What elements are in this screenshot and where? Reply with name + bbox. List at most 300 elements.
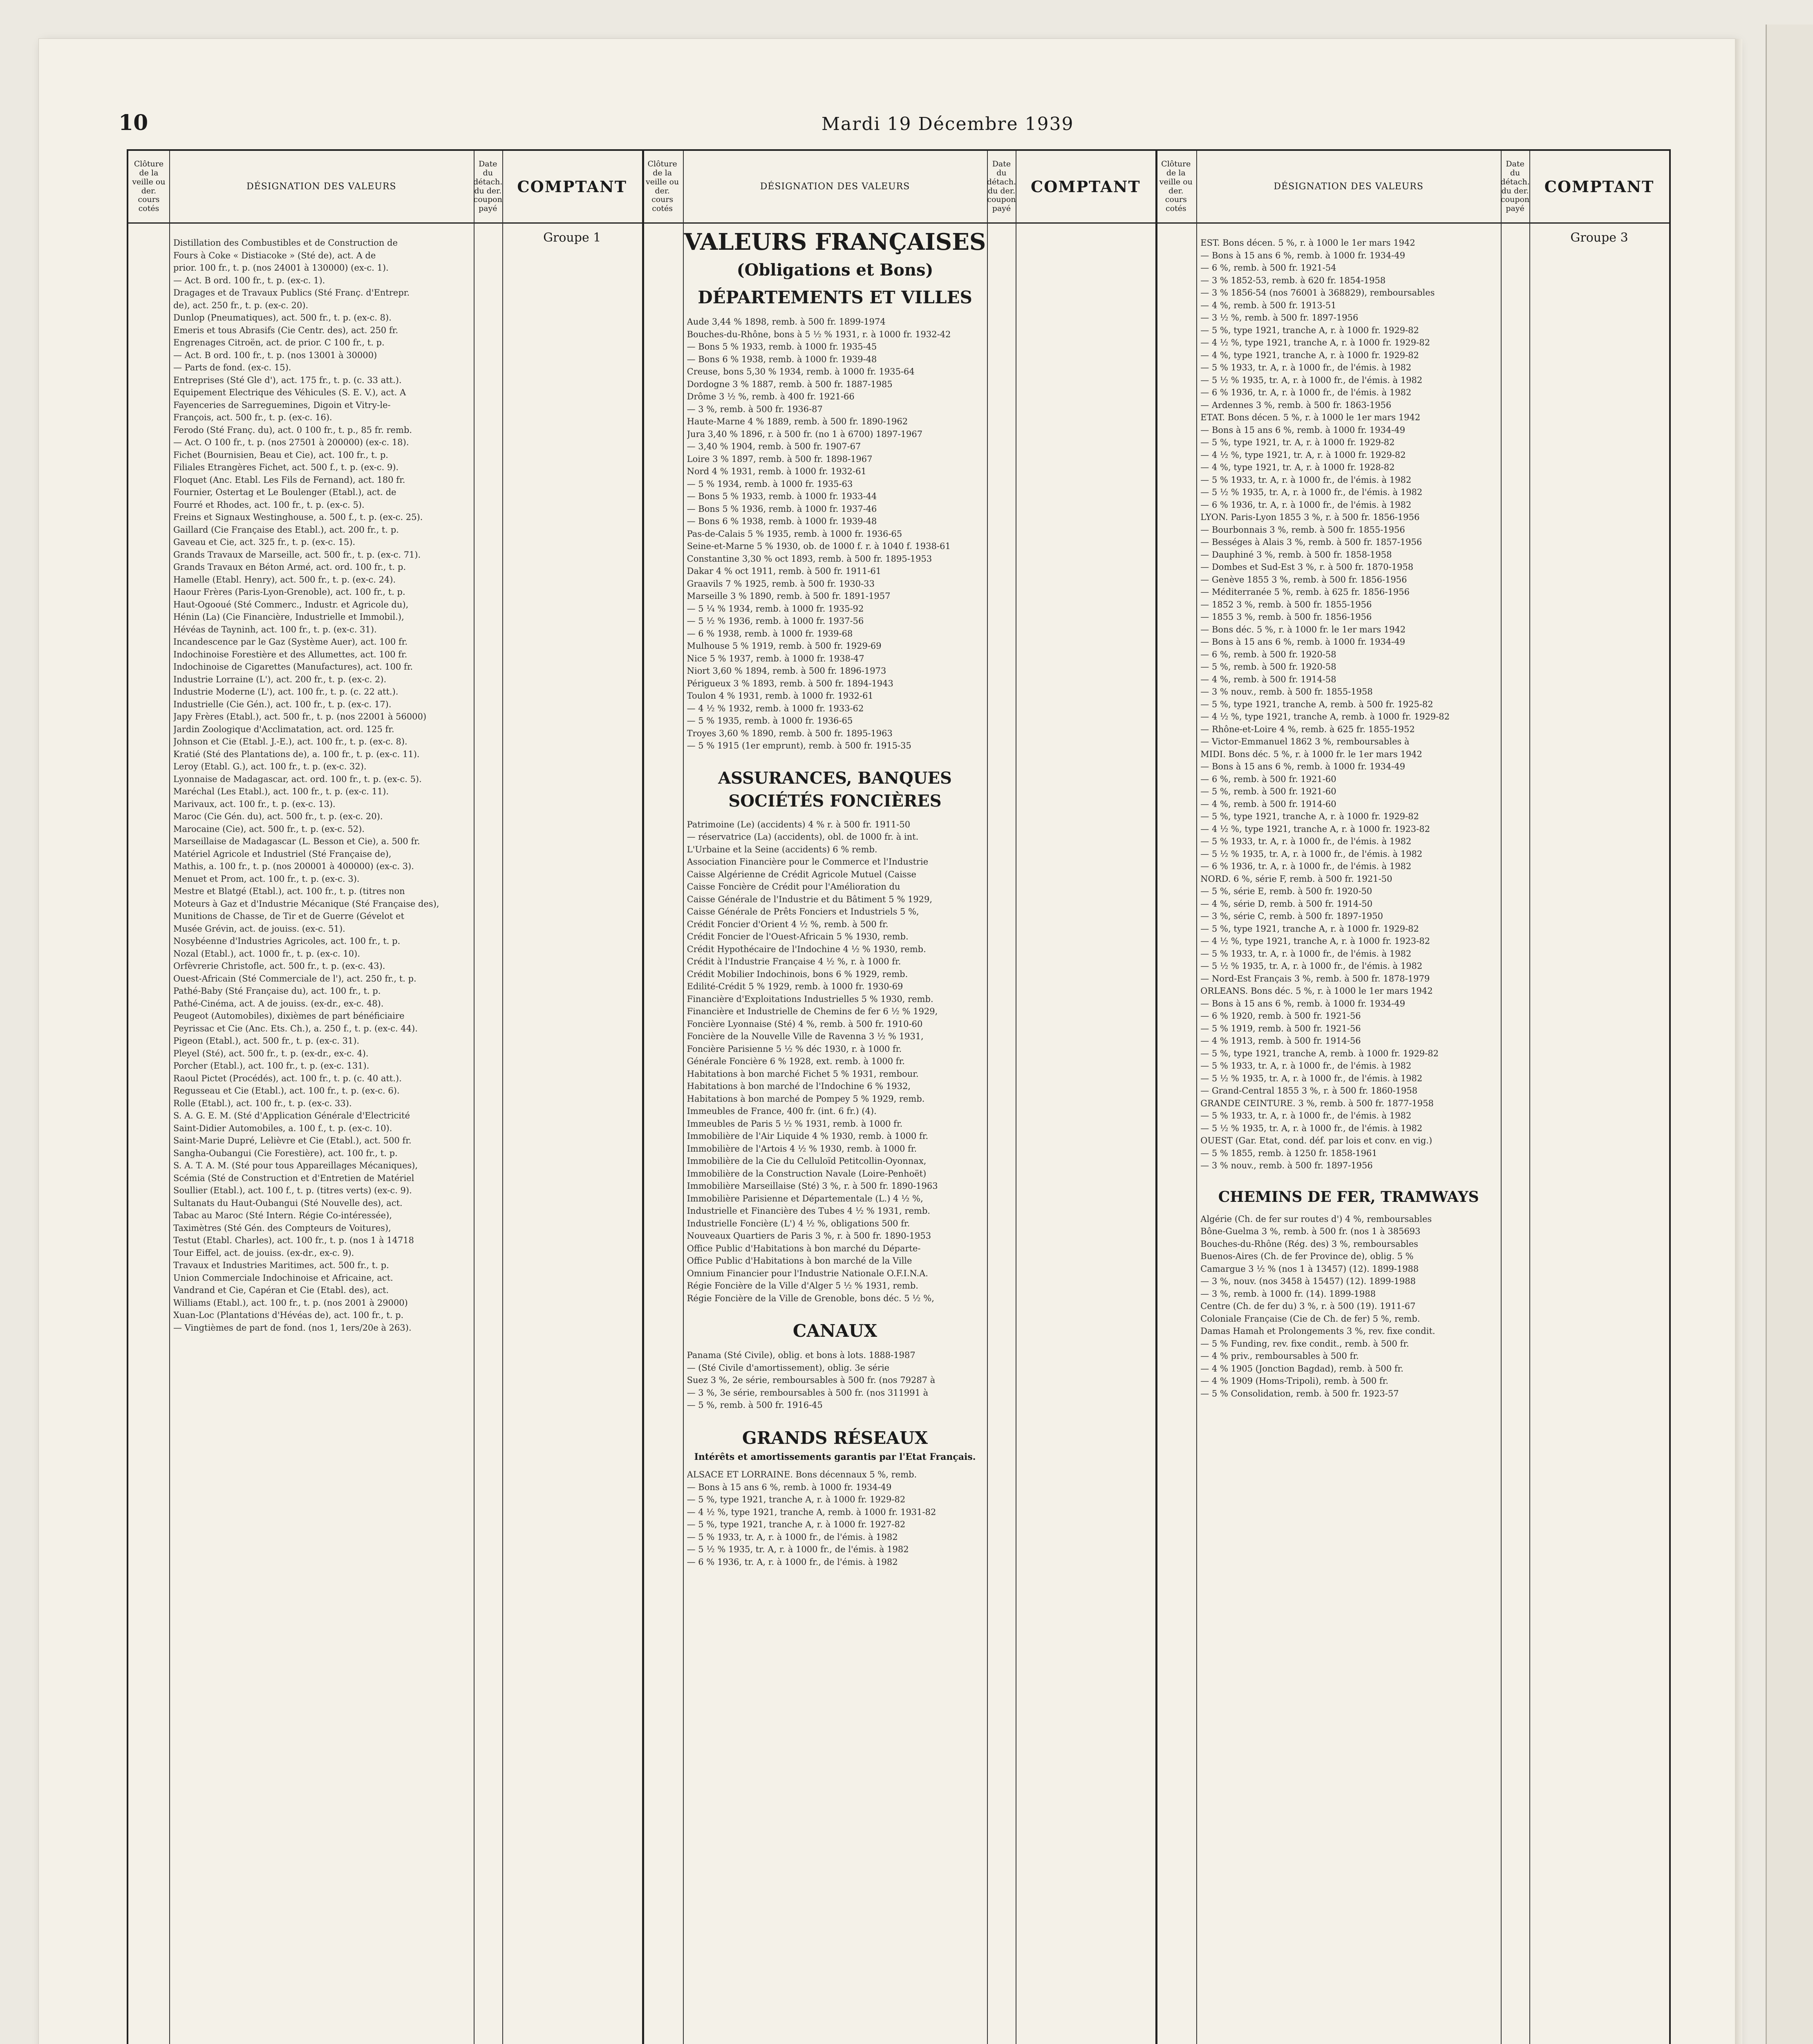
list-item: — Act. B ord. 100 fr., t. p. (nos 13001 à 30000) <box>173 350 377 360</box>
list-item: — 3 % 1856-54 (nos 76001 à 368829), remboursables <box>1200 288 1435 298</box>
list-item: de), act. 250 fr., t. p. (ex-c. 20). <box>173 300 309 310</box>
column-rule <box>1196 151 1197 2044</box>
list-item: Matériel Agricole et Industriel (Sté Française de), <box>173 849 392 859</box>
list-item: Haut-Ogooué (Sté Commerc., Industr. et Agricole du), <box>173 599 409 610</box>
list-item: Leroy (Etabl. G.), act. 100 fr., t. p. (ex-c. 32). <box>173 762 367 771</box>
list-item: Mathis, a. 100 fr., t. p. (nos 200001 à 400000) (ex-c. 3). <box>173 861 414 871</box>
rows-rows_4 <box>687 1468 983 1568</box>
list-item: Japy Frères (Etabl.), act. 500 fr., t. p. (nos 22001 à 56000) <box>173 712 427 722</box>
list-item: — 5 ½ % 1935, tr. A, r. à 1000 fr., de l'émis. à 1982 <box>1200 1073 1423 1083</box>
list-item: Crédit Hypothécaire de l'Indochine 4 ½ % 1930, remb. <box>687 944 926 954</box>
list-item: Creuse, bons 5,30 % 1934, remb. à 1000 fr. 1935-64 <box>687 367 915 377</box>
list-item: Dakar 4 % oct 1911, remb. à 500 fr. 1911-61 <box>687 566 882 576</box>
list-item: — 5 % 1933, tr. A, r. à 1000 fr., de l'émis. à 1982 <box>1200 948 1412 959</box>
rows-rows_3 <box>687 1349 983 1412</box>
list-item: — 4 ½ %, type 1921, tr. A, r. à 1000 fr. 1929-82 <box>1200 450 1406 460</box>
column-rule <box>474 151 475 2044</box>
section-heading: CHEMINS DE FER, TRAMWAYS <box>1218 1188 1479 1206</box>
list-item: Nosybéenne d'Industries Agricoles, act. 100 fr., t. p. <box>173 936 401 946</box>
quotation-table <box>127 149 1671 2044</box>
header-designation: DÉSIGNATION DES VALEURS <box>760 181 910 192</box>
list-item: Fichet (Bournisien, Beau et Cie), act. 100 fr., t. p. <box>173 450 389 460</box>
list-item: Caisse Foncière de Crédit pour l'Amélioration du <box>687 882 900 892</box>
group-label: Groupe 1 <box>543 231 601 245</box>
list-item: — Bons à 15 ans 6 %, remb. à 1000 fr. 1934-49 <box>1200 762 1406 771</box>
list-item: Régie Foncière de la Ville d'Alger 5 ½ % 1931, remb. <box>687 1281 918 1291</box>
list-item: Scémia (Sté de Construction et d'Entretien de Matériel <box>173 1173 414 1183</box>
list-item: Immobilière Parisienne et Départementale (L.) 4 ½ %, <box>687 1193 923 1204</box>
list-item: Maroc (Cie Gén. du), act. 500 fr., t. p. (ex-c. 20). <box>173 811 383 821</box>
list-item: Tour Eiffel, act. de jouiss. (ex-dr., ex-c. 9). <box>173 1248 354 1258</box>
list-item: — 5 % 1933, tr. A, r. à 1000 fr., de l'émis. à 1982 <box>1200 1111 1412 1121</box>
list-item: Soullier (Etabl.), act. 100 f., t. p. (titres verts) (ex-c. 9). <box>173 1186 412 1195</box>
list-item: Sultanats du Haut-Oubangui (Sté Nouvelle des), act. <box>173 1198 403 1208</box>
list-item: Filiales Etrangères Fichet, act. 500 f., t. p. (ex-c. 9). <box>173 462 399 472</box>
header-date-detach: Date du détach. du der. coupon payé <box>987 159 1016 213</box>
list-item: OUEST (Gar. Etat, cond. déf. par lois et conv. en vig.) <box>1200 1136 1432 1145</box>
list-item: — réservatrice (La) (accidents), obl. de 1000 fr. à int. <box>687 832 919 842</box>
list-item: — 5 %, type 1921, tranche A, r. à 1000 fr. 1929-82 <box>1200 325 1419 335</box>
list-item: Industrie Moderne (L'), act. 100 fr., t. p. (c. 22 att.). <box>173 687 398 697</box>
list-item: — 5 ½ % 1935, tr. A, r. à 1000 fr., de l'émis. à 1982 <box>1200 375 1423 385</box>
list-item: Crédit Mobilier Indochinois, bons 6 % 1929, remb. <box>687 969 908 979</box>
list-item: — 5 %, type 1921, tranche A, r. à 1000 fr. 1929-82 <box>687 1495 906 1505</box>
list-item: Nouveaux Quartiers de Paris 3 %, r. à 500 fr. 1890-1953 <box>687 1231 931 1241</box>
list-item: Mulhouse 5 % 1919, remb. à 500 fr. 1929-69 <box>687 641 882 651</box>
list-item: Industrie Lorraine (L'), act. 200 fr., t. p. (ex-c. 2). <box>173 674 387 684</box>
list-item: Testut (Etabl. Charles), act. 100 fr., t. p. (nos 1 à 14718 <box>173 1235 414 1245</box>
list-item: — 4 % 1905 (Jonction Bagdad), remb. à 500 fr. <box>1200 1363 1403 1374</box>
list-item: — Bons 6 % 1938, remb. à 1000 fr. 1939-48 <box>687 354 877 364</box>
list-item: Crédit Foncier de l'Ouest-Africain 5 % 1930, remb. <box>687 932 909 942</box>
list-item: — Bons 5 % 1936, remb. à 1000 fr. 1937-46 <box>687 504 877 514</box>
list-item: Bône-Guelma 3 %, remb. à 500 fr. (nos 1 à 385693 <box>1200 1226 1421 1237</box>
header-designation: DÉSIGNATION DES VALEURS <box>246 181 396 192</box>
list-item: Gaillard (Cie Française des Etabl.), act. 200 fr., t. p. <box>173 524 399 535</box>
list-item: Marivaux, act. 100 fr., t. p. (ex-c. 13). <box>173 799 336 809</box>
header-comptant: COMPTANT <box>1031 177 1141 196</box>
list-item: — 3 %, nouv. (nos 3458 à 15457) (12). 1899-1988 <box>1200 1276 1416 1286</box>
list-item: Ouest-Africain (Sté Commerciale de l'), act. 250 fr., t. p. <box>173 973 416 984</box>
list-item: — Bons 6 % 1938, remb. à 1000 fr. 1939-48 <box>687 516 877 527</box>
page-date: Mardi 19 Décembre 1939 <box>821 114 1074 134</box>
rows-rows <box>1200 237 1497 1172</box>
list-item: — 4 %, type 1921, tr. A, r. à 1000 fr. 1928-82 <box>1200 462 1395 472</box>
list-item: — 4 % priv., remboursables à 500 fr. <box>1200 1351 1359 1361</box>
list-item: Musée Grévin, act. de jouiss. (ex-c. 51). <box>173 923 345 934</box>
list-item: LYON. Paris-Lyon 1855 3 %, r. à 500 fr. 1856-1956 <box>1200 512 1420 522</box>
list-item: — (Sté Civile d'amortissement), oblig. 3e série <box>687 1363 890 1373</box>
list-item: — 3 %, remb. à 1000 fr. (14). 1899-1988 <box>1200 1289 1376 1299</box>
list-item: — 5 %, remb. à 500 fr. 1921-60 <box>1200 787 1336 796</box>
list-item: — 5 % 1934, remb. à 1000 fr. 1935-63 <box>687 479 853 489</box>
header-designation: DÉSIGNATION DES VALEURS <box>1274 181 1424 192</box>
list-item: Travaux et Industries Maritimes, act. 500 fr., t. p. <box>173 1260 389 1270</box>
list-item: Maréchal (Les Etabl.), act. 100 fr., t. p. (ex-c. 11). <box>173 787 389 796</box>
list-item: — 4 %, série D, remb. à 500 fr. 1914-50 <box>1200 899 1373 909</box>
list-item: Office Public d'Habitations à bon marché de la Ville <box>687 1256 912 1266</box>
list-item: Caisse Générale de l'Industrie et du Bâtiment 5 % 1929, <box>687 894 933 904</box>
list-item: Immobilière de l'Air Liquide 4 % 1930, remb. à 1000 fr. <box>687 1131 929 1141</box>
list-item: — 5 %, type 1921, tranche A, r. à 1000 fr. 1927-82 <box>687 1520 906 1530</box>
column-rule <box>642 151 644 2044</box>
list-item: — 5 %, type 1921, tranche A, r. à 1000 fr. 1929-82 <box>1200 811 1419 821</box>
list-item: Pathé-Cinéma, act. A de jouiss. (ex-dr., ex-c. 48). <box>173 998 384 1009</box>
list-item: — Grand-Central 1855 3 %, r. à 500 fr. 1860-1958 <box>1200 1086 1418 1096</box>
list-item: GRANDE CEINTURE. 3 %, remb. à 500 fr. 1877-1958 <box>1200 1098 1434 1108</box>
list-item: Aude 3,44 % 1898, remb. à 500 fr. 1899-1974 <box>687 317 886 327</box>
header-comptant: COMPTANT <box>517 177 627 196</box>
list-item: Immobilière de la Construction Navale (Loire-Penhoët) <box>687 1168 927 1179</box>
list-item: Dunlop (Pneumatiques), act. 500 fr., t. p. (ex-c. 8). <box>173 313 392 323</box>
list-item: Gaveau et Cie, act. 325 fr., t. p. (ex-c. 15). <box>173 537 356 547</box>
list-item: Centre (Ch. de fer du) 3 %, r. à 500 (19). 1911-67 <box>1200 1301 1416 1311</box>
list-item: — 1855 3 %, remb. à 500 fr. 1856-1956 <box>1200 612 1372 622</box>
list-item: Graavils 7 % 1925, remb. à 500 fr. 1930-33 <box>687 578 875 589</box>
list-item: — 4 %, remb. à 500 fr. 1914-60 <box>1200 799 1336 809</box>
list-item: ORLEANS. Bons déc. 5 %, r. à 1000 le 1er mars 1942 <box>1200 986 1433 996</box>
rows-rows <box>687 316 983 752</box>
list-item: — 4 ½ %, type 1921, tranche A, r. à 1000 fr. 1929-82 <box>1200 338 1430 347</box>
list-item: Panama (Sté Civile), oblig. et bons à lots. 1888-1987 <box>687 1350 915 1360</box>
rows-rows_2 <box>1200 1213 1497 1400</box>
list-item: — Act. O 100 fr., t. p. (nos 27501 à 200000) (ex-c. 18). <box>173 437 409 447</box>
list-item: Foncière Lyonnaise (Sté) 4 %, remb. à 500 fr. 1910-60 <box>687 1019 923 1029</box>
list-item: Fournier, Ostertag et Le Boulenger (Etabl.), act. de <box>173 487 396 497</box>
list-item: — Victor-Emmanuel 1862 3 %, remboursables à <box>1200 737 1410 746</box>
list-item: Peugeot (Automobiles), dixièmes de part bénéficiaire <box>173 1011 405 1021</box>
list-item: Habitations à bon marché de l'Indochine 6 % 1932, <box>687 1081 911 1091</box>
list-item: Freins et Signaux Westinghouse, a. 500 f., t. p. (ex-c. 25). <box>173 512 423 522</box>
list-item: Algérie (Ch. de fer sur routes d') 4 %, remboursables <box>1200 1214 1432 1224</box>
list-item: Camargue 3 ½ % (nos 1 à 13457) (12). 1899-1988 <box>1200 1264 1419 1274</box>
list-item: Equipement Electrique des Véhicules (S. E. V.), act. A <box>173 388 406 397</box>
list-item: — Ardennes 3 %, remb. à 500 fr. 1863-1956 <box>1200 400 1392 410</box>
list-item: Office Public d'Habitations à bon marché du Départe- <box>687 1243 921 1253</box>
list-item: — 4 ½ % 1932, remb. à 1000 fr. 1933-62 <box>687 703 864 713</box>
list-item: — Bons à 15 ans 6 %, remb. à 1000 fr. 1934-49 <box>1200 998 1406 1009</box>
list-item: Caisse Algérienne de Crédit Agricole Mutuel (Caisse <box>687 869 916 879</box>
list-item: — 5 % 1933, tr. A, r. à 1000 fr., de l'émis. à 1982 <box>1200 363 1412 372</box>
list-item: Regusseau et Cie (Etabl.), act. 100 fr., t. p. (ex-c. 6). <box>173 1086 400 1096</box>
list-item: Xuan-Loc (Plantations d'Hévéas de), act. 100 fr., t. p. <box>173 1310 404 1320</box>
list-item: Drôme 3 ½ %, remb. à 400 fr. 1921-66 <box>687 392 855 402</box>
list-item: — Bons à 15 ans 6 %, remb. à 1000 fr. 1934-49 <box>1200 425 1406 435</box>
list-item: Omnium Financier pour l'Industrie Nationale O.F.I.N.A. <box>687 1268 928 1278</box>
list-item: Peyrissac et Cie (Anc. Ets. Ch.), a. 250 f., t. p. (ex-c. 44). <box>173 1023 418 1033</box>
list-item: — 5 %, remb. à 500 fr. 1916-45 <box>687 1400 823 1410</box>
section-heading: (Obligations et Bons) <box>736 260 933 280</box>
list-item: Crédit Foncier d'Orient 4 ½ %, remb. à 500 fr. <box>687 919 889 929</box>
list-item: Immeubles de France, 400 fr. (int. 6 fr.) (4). <box>687 1106 877 1116</box>
list-item: Marseillaise de Madagascar (L. Besson et Cie), a. 500 fr. <box>173 836 420 846</box>
list-item: — Vingtièmes de part de fond. (nos 1, 1ers/20e à 263). <box>173 1322 412 1333</box>
list-item: — 4 ½ %, type 1921, tranche A, r. à 1000 fr. 1923-82 <box>1200 824 1430 834</box>
list-item: Menuet et Prom, act. 100 fr., t. p. (ex-c. 3). <box>173 874 360 884</box>
list-item: prior. 100 fr., t. p. (nos 24001 à 130000) (ex-c. 1). <box>173 263 389 273</box>
header-date-detach: Date du détach. du der. coupon payé <box>473 159 503 213</box>
list-item: Crédit à l'Industrie Française 4 ½ %, r. à 1000 fr. <box>687 957 901 967</box>
list-item: — 5 %, série E, remb. à 500 fr. 1920-50 <box>1200 886 1372 896</box>
list-item: — 6 % 1938, remb. à 1000 fr. 1939-68 <box>687 628 853 639</box>
list-item: — 3 %, série C, remb. à 500 fr. 1897-1950 <box>1200 911 1383 921</box>
list-item: — 4 %, remb. à 500 fr. 1913-51 <box>1200 300 1336 310</box>
list-item: — Bourbonnais 3 %, remb. à 500 fr. 1855-1956 <box>1200 524 1405 535</box>
list-item: — 5 % 1855, remb. à 1250 fr. 1858-1961 <box>1200 1148 1377 1158</box>
list-item: Saint-Marie Dupré, Lelièvre et Cie (Etabl.), act. 500 fr. <box>173 1136 412 1145</box>
list-item: Marocaine (Cie), act. 500 fr., t. p. (ex-c. 52). <box>173 824 365 834</box>
list-item: Vandrand et Cie, Capéran et Cie (Etabl. des), act. <box>173 1285 389 1295</box>
list-item: — Dombes et Sud-Est 3 %, r. à 500 fr. 1870-1958 <box>1200 562 1414 572</box>
list-item: Entreprises (Sté Gle d'), act. 175 fr., t. p. (c. 33 att.). <box>173 375 402 385</box>
list-item: — 5 %, type 1921, tranche A, remb. à 1000 fr. 1929-82 <box>1200 1048 1439 1058</box>
list-item: Saint-Didier Automobiles, a. 100 f., t. p. (ex-c. 10). <box>173 1123 392 1133</box>
list-item: Caisse Générale de Prêts Fonciers et Industriels 5 %, <box>687 907 919 917</box>
list-item: Foncière Parisienne 5 ½ % déc 1930, r. à 1000 fr. <box>687 1044 902 1054</box>
column-rule <box>987 151 988 2044</box>
section-heading: DÉPARTEMENTS ET VILLES <box>698 287 972 308</box>
list-item: Patrimoine (Le) (accidents) 4 % r. à 500 fr. 1911-50 <box>687 819 911 829</box>
list-item: Nice 5 % 1937, remb. à 1000 fr. 1938-47 <box>687 653 864 663</box>
list-item: Immobilière de l'Artois 4 ½ % 1930, remb. à 1000 fr. <box>687 1143 917 1154</box>
list-item: François, act. 500 fr., t. p. (ex-c. 16). <box>173 412 332 422</box>
page-header <box>119 110 1680 143</box>
section-heading: SOCIÉTÉS FONCIÈRES <box>728 791 942 811</box>
list-item: — 6 % 1920, remb. à 500 fr. 1921-56 <box>1200 1011 1361 1021</box>
list-item: — Bons déc. 5 %, r. à 1000 fr. le 1er mars 1942 <box>1200 624 1406 634</box>
list-item: — 3 %, remb. à 500 fr. 1936-87 <box>687 404 823 414</box>
list-item: Immeubles de Paris 5 ½ % 1931, remb. à 1000 fr. <box>687 1118 903 1129</box>
list-item: — 6 % 1936, tr. A, r. à 1000 fr., de l'émis. à 1982 <box>1200 861 1412 871</box>
list-item: — Nord-Est Français 3 %, remb. à 500 fr. 1878-1979 <box>1200 973 1430 984</box>
list-item: — 5 %, type 1921, tranche A, remb. à 500 fr. 1925-82 <box>1200 699 1433 709</box>
list-item: Marseille 3 % 1890, remb. à 500 fr. 1891-1957 <box>687 591 891 601</box>
list-item: Emeris et tous Abrasifs (Cie Centr. des), act. 250 fr. <box>173 325 398 335</box>
list-item: — 6 % 1936, tr. A, r. à 1000 fr., de l'émis. à 1982 <box>1200 500 1412 510</box>
list-item: — 5 % 1933, tr. A, r. à 1000 fr., de l'émis. à 1982 <box>1200 475 1412 485</box>
list-item: — Bons 5 % 1933, remb. à 1000 fr. 1933-44 <box>687 491 877 502</box>
list-item: Bouches-du-Rhône (Rég. des) 3 %, remboursables <box>1200 1239 1418 1249</box>
list-item: Hamelle (Etabl. Henry), act. 500 fr., t. p. (ex-c. 24). <box>173 574 396 585</box>
list-item: Moteurs à Gaz et d'Industrie Mécanique (Sté Française des), <box>173 899 439 909</box>
list-item: Dordogne 3 % 1887, remb. à 500 fr. 1887-1985 <box>687 379 893 389</box>
list-item: — 6 % 1936, tr. A, r. à 1000 fr., de l'émis. à 1982 <box>1200 388 1412 397</box>
section-heading: ASSURANCES, BANQUES <box>718 768 952 788</box>
list-item: Union Commerciale Indochinoise et Africaine, act. <box>173 1273 393 1283</box>
list-item: — 3 % nouv., remb. à 500 fr. 1897-1956 <box>1200 1161 1373 1170</box>
list-item: — 6 % 1936, tr. A, r. à 1000 fr., de l'émis. à 1982 <box>687 1557 898 1567</box>
list-item: Industrielle (Cie Gén.), act. 100 fr., t. p. (ex-c. 17). <box>173 699 392 709</box>
list-item: Constantine 3,30 % oct 1893, remb. à 500 fr. 1895-1953 <box>687 554 932 564</box>
list-item: — 3 % 1852-53, remb. à 620 fr. 1854-1958 <box>1200 275 1386 285</box>
list-item: Pas-de-Calais 5 % 1935, remb. à 1000 fr. 1936-65 <box>687 529 902 539</box>
list-item: — 5 ½ % 1935, tr. A, r. à 1000 fr., de l'émis. à 1982 <box>687 1544 909 1555</box>
list-item: — Rhône-et-Loire 4 %, remb. à 625 fr. 1855-1952 <box>1200 724 1415 734</box>
list-item: — Dauphiné 3 %, remb. à 500 fr. 1858-1958 <box>1200 549 1392 560</box>
list-item: NORD. 6 %, série F, remb. à 500 fr. 1921-50 <box>1200 874 1392 884</box>
list-item: Rolle (Etabl.), act. 100 fr., t. p. (ex-c. 33). <box>173 1098 352 1108</box>
list-item: Johnson et Cie (Etabl. J.-E.), act. 100 fr., t. p. (ex-c. 8). <box>173 737 407 746</box>
list-item: Kratié (Sté des Plantations de), a. 100 fr., t. p. (ex-c. 11). <box>173 749 420 759</box>
list-item: Immobilière de la Cie du Celluloïd Petitcollin-Oyonnax, <box>687 1156 927 1166</box>
list-item: Bouches-du-Rhône, bons à 5 ½ % 1931, r. à 1000 fr. 1932-42 <box>687 329 951 339</box>
list-item: Damas Hamah et Prolongements 3 %, rev. fixe condit. <box>1200 1326 1435 1336</box>
list-item: Industrielle et Financière des Tubes 4 ½ % 1931, remb. <box>687 1206 930 1216</box>
list-item: — 4 %, remb. à 500 fr. 1914-58 <box>1200 674 1336 684</box>
list-item: Nord 4 % 1931, remb. à 1000 fr. 1932-61 <box>687 466 866 477</box>
list-item: — 4 ½ %, type 1921, tranche A, r. à 1000 fr. 1923-82 <box>1200 936 1430 946</box>
header-rule <box>128 222 1669 224</box>
list-item: Porcher (Etabl.), act. 100 fr., t. p. (ex-c. 131). <box>173 1061 369 1071</box>
list-item: ETAT. Bons décen. 5 %, r. à 1000 le 1er mars 1942 <box>1200 412 1421 422</box>
list-item: Taximètres (Sté Gén. des Compteurs de Voitures), <box>173 1223 391 1233</box>
list-item: Régie Foncière de la Ville de Grenoble, bons déc. 5 ½ %, <box>687 1293 934 1303</box>
column-rule <box>1529 151 1530 2044</box>
list-item: — 5 % 1919, remb. à 500 fr. 1921-56 <box>1200 1023 1361 1033</box>
list-item: — 5 ½ % 1935, tr. A, r. à 1000 fr., de l'émis. à 1982 <box>1200 1123 1423 1133</box>
list-item: Munitions de Chasse, de Tir et de Guerre (Gévelot et <box>173 911 405 921</box>
list-item: Ferodo (Sté Franç. du), act. 0 100 fr., t. p., 85 fr. remb. <box>173 425 412 435</box>
list-item: Suez 3 %, 2e série, remboursables à 500 fr. (nos 79287 à <box>687 1375 936 1385</box>
header-comptant: COMPTANT <box>1544 177 1654 196</box>
list-item: Immobilière Marseillaise (Sté) 3 %, r. à 500 fr. 1890-1963 <box>687 1181 938 1191</box>
list-item: Engrenages Citroën, act. de prior. C 100 fr., t. p. <box>173 338 385 347</box>
list-item: — 6 %, remb. à 500 fr. 1921-60 <box>1200 774 1336 784</box>
list-item: Pigeon (Etabl.), act. 500 fr., t. p. (ex-c. 31). <box>173 1036 360 1046</box>
list-item: S. A. G. E. M. (Sté d'Application Générale d'Electricité <box>173 1111 410 1121</box>
rows-rows <box>173 237 470 1334</box>
group-label: Groupe 3 <box>1570 231 1628 245</box>
column-rule <box>169 151 170 2044</box>
list-item: — 4 %, type 1921, tranche A, r. à 1000 fr. 1929-82 <box>1200 350 1419 360</box>
list-item: L'Urbaine et la Seine (accidents) 6 % remb. <box>687 844 877 854</box>
list-item: Williams (Etabl.), act. 100 fr., t. p. (nos 2001 à 29000) <box>173 1298 408 1308</box>
list-item: Troyes 3,60 % 1890, remb. à 500 fr. 1895-1963 <box>687 728 893 738</box>
header-date-detach: Date du détach. du der. coupon payé <box>1500 159 1530 213</box>
list-item: Haour Frères (Paris-Lyon-Grenoble), act. 100 fr., t. p. <box>173 587 405 597</box>
list-item: — Méditerranée 5 %, remb. à 625 fr. 1856-1956 <box>1200 587 1410 597</box>
list-item: — 5 % 1933, tr. A, r. à 1000 fr., de l'émis. à 1982 <box>1200 836 1412 846</box>
list-item: Hénin (La) (Cie Financière, Industrielle et Immobil.), <box>173 612 404 622</box>
list-item: — 3 ½ %, remb. à 500 fr. 1897-1956 <box>1200 313 1359 323</box>
list-item: Financière et Industrielle de Chemins de fer 6 ½ % 1929, <box>687 1006 938 1017</box>
list-item: — 3 % nouv., remb. à 500 fr. 1855-1958 <box>1200 687 1373 697</box>
list-item: Habitations à bon marché de Pompey 5 % 1929, remb. <box>687 1094 925 1104</box>
list-item: MIDI. Bons déc. 5 %, r. à 1000 fr. le 1er mars 1942 <box>1200 749 1422 759</box>
list-item: Buenos-Aires (Ch. de fer Province de), oblig. 5 % <box>1200 1251 1414 1262</box>
list-item: Lyonnaise de Madagascar, act. ord. 100 fr., t. p. (ex-c. 5). <box>173 774 422 784</box>
section-heading: VALEURS FRANÇAISES <box>684 229 986 256</box>
list-item: — 5 % 1933, tr. A, r. à 1000 fr., de l'émis. à 1982 <box>1200 1061 1412 1071</box>
header-cloture: Clôture de la veille ou der. cours cotés <box>646 159 679 213</box>
list-item: Jardin Zoologique d'Acclimatation, act. ord. 125 fr. <box>173 724 394 734</box>
list-item: Raoul Pictet (Procédés), act. 100 fr., t. p. (c. 40 att.). <box>173 1073 402 1083</box>
page-number: 10 <box>119 110 148 135</box>
list-item: Grands Travaux de Marseille, act. 500 fr., t. p. (ex-c. 71). <box>173 549 421 560</box>
list-item: Incandescence par le Gaz (Système Auer), act. 100 fr. <box>173 637 408 647</box>
list-item: — Bons à 15 ans 6 %, remb. à 1000 fr. 1934-49 <box>1200 250 1406 260</box>
list-item: Toulon 4 % 1931, remb. à 1000 fr. 1932-61 <box>687 691 873 701</box>
adjacent-page-edge <box>1766 25 1813 2044</box>
list-item: — 4 % 1913, remb. à 500 fr. 1914-56 <box>1200 1036 1361 1046</box>
list-item: Seine-et-Marne 5 % 1930, ob. de 1000 f. r. à 1040 f. 1938-61 <box>687 541 951 551</box>
list-item: Orfèvrerie Christofle, act. 500 fr., t. p. (ex-c. 43). <box>173 961 385 971</box>
list-item: — 5 % Consolidation, remb. à 500 fr. 1923-57 <box>1200 1388 1399 1399</box>
list-item: Industrielle Foncière (L') 4 ½ %, obligations 500 fr. <box>687 1218 910 1228</box>
list-item: Fayenceries de Sarreguemines, Digoin et Vitry-le- <box>173 400 391 410</box>
list-item: Fourré et Rhodes, act. 100 fr., t. p. (ex-c. 5). <box>173 500 365 510</box>
list-item: Floquet (Anc. Etabl. Les Fils de Fernand), act. 180 fr. <box>173 475 405 485</box>
list-item: Distillation des Combustibles et de Construction de <box>173 238 398 248</box>
list-item: — 4 ½ %, type 1921, tranche A, remb. à 1000 fr. 1931-82 <box>687 1507 936 1517</box>
list-item: Habitations à bon marché Fichet 5 % 1931, rembour. <box>687 1069 919 1079</box>
list-item: Association Financière pour le Commerce et l'Industrie <box>687 857 929 867</box>
list-item: — Genève 1855 3 %, remb. à 500 fr. 1856-1956 <box>1200 574 1407 585</box>
list-item: — 5 ½ % 1935, tr. A, r. à 1000 fr., de l'émis. à 1982 <box>1200 487 1423 497</box>
list-item: Générale Foncière 6 % 1928, ext. remb. à 1000 fr. <box>687 1056 905 1067</box>
list-item: Pleyel (Sté), act. 500 fr., t. p. (ex-dr., ex-c. 4). <box>173 1048 369 1058</box>
column-rule <box>1155 151 1157 2044</box>
list-item: — 4 % 1909 (Homs-Tripoli), remb. à 500 fr. <box>1200 1376 1389 1386</box>
list-item: — 1852 3 %, remb. à 500 fr. 1855-1956 <box>1200 599 1372 610</box>
list-item: — 3,40 % 1904, remb. à 500 fr. 1907-67 <box>687 442 861 452</box>
list-item: — 5 % Funding, rev. fixe condit., remb. à 500 fr. <box>1200 1338 1409 1349</box>
list-item: Fours à Coke « Distiacoke » (Sté de), act. A de <box>173 250 376 260</box>
header-cloture: Clôture de la veille ou der. cours cotés <box>132 159 166 213</box>
list-item: Nozal (Etabl.), act. 1000 fr., t. p. (ex-c. 10). <box>173 948 360 959</box>
list-item: Périgueux 3 % 1893, remb. à 500 fr. 1894-1943 <box>687 678 893 688</box>
list-item: Coloniale Française (Cie de Ch. de fer) 5 %, remb. <box>1200 1313 1420 1324</box>
list-item: Edilité-Crédit 5 % 1929, remb. à 1000 fr. 1930-69 <box>687 982 903 992</box>
list-item: — Act. B ord. 100 fr., t. p. (ex-c. 1). <box>173 275 325 285</box>
list-item: EST. Bons décen. 5 %, r. à 1000 le 1er mars 1942 <box>1200 238 1415 248</box>
list-item: — 6 %, remb. à 500 fr. 1921-54 <box>1200 263 1336 273</box>
list-item: Financière d'Exploitations Industrielles 5 % 1930, remb. <box>687 994 933 1004</box>
list-item: — 3 %, 3e série, remboursables à 500 fr. (nos 311991 à <box>687 1387 929 1398</box>
list-item: — 6 %, remb. à 500 fr. 1920-58 <box>1200 649 1336 659</box>
list-item: Haute-Marne 4 % 1889, remb. à 500 fr. 1890-1962 <box>687 417 908 427</box>
list-item: — 5 % 1935, remb. à 1000 fr. 1936-65 <box>687 716 853 726</box>
list-item: — 5 %, type 1921, tranche A, r. à 1000 fr. 1929-82 <box>1200 923 1419 934</box>
list-item: — 5 ¼ % 1934, remb. à 1000 fr. 1935-92 <box>687 603 864 614</box>
list-item: Foncière de la Nouvelle Ville de Ravenna 3 ½ % 1931, <box>687 1031 924 1042</box>
list-item: Dragages et de Travaux Publics (Sté Franç. d'Entrepr. <box>173 288 410 298</box>
list-item: — 5 ½ % 1935, tr. A, r. à 1000 fr., de l'émis. à 1982 <box>1200 849 1423 859</box>
list-item: — Bons 5 % 1933, remb. à 1000 fr. 1935-45 <box>687 342 877 352</box>
list-item: ALSACE ET LORRAINE. Bons décennaux 5 %, remb. <box>687 1470 917 1480</box>
list-item: — 5 % 1933, tr. A, r. à 1000 fr., de l'émis. à 1982 <box>687 1532 898 1542</box>
list-item: — 5 ½ % 1935, tr. A, r. à 1000 fr., de l'émis. à 1982 <box>1200 961 1423 971</box>
list-item: — Bességes à Alais 3 %, remb. à 500 fr. 1857-1956 <box>1200 537 1422 547</box>
list-item: — 5 ½ % 1936, remb. à 1000 fr. 1937-56 <box>687 616 864 626</box>
list-item: S. A. T. A. M. (Sté pour tous Appareillages Mécaniques), <box>173 1161 418 1170</box>
list-item: Indochinoise de Cigarettes (Manufactures), act. 100 fr. <box>173 662 413 672</box>
page-fold-shadow <box>1735 39 1742 2044</box>
list-item: Indochinoise Forestière et des Allumettes, act. 100 fr. <box>173 649 407 659</box>
column-rule <box>683 151 684 2044</box>
list-item: Sangha-Oubangui (Cie Forestière), act. 100 fr., t. p. <box>173 1148 398 1158</box>
list-item: Jura 3,40 % 1896, r. à 500 fr. (no 1 à 6700) 1897-1967 <box>687 429 923 439</box>
list-item: — Bons à 15 ans 6 %, remb. à 1000 fr. 1934-49 <box>1200 637 1406 647</box>
list-item: — 4 ½ %, type 1921, tranche A, remb. à 1000 fr. 1929-82 <box>1200 712 1450 722</box>
list-item: Tabac au Maroc (Sté Intern. Régie Co-intéressée), <box>173 1210 392 1220</box>
list-item: — 5 %, remb. à 500 fr. 1920-58 <box>1200 662 1336 672</box>
list-item: — 5 % 1915 (1er emprunt), remb. à 500 fr. 1915-35 <box>687 741 911 751</box>
list-item: Loire 3 % 1897, remb. à 500 fr. 1898-1967 <box>687 454 873 464</box>
section-heading: GRANDS RÉSEAUX <box>742 1428 928 1448</box>
list-item: Pathé-Baby (Sté Française du), act. 100 fr., t. p. <box>173 986 381 996</box>
list-item: Mestre et Blatgé (Etabl.), act. 100 fr., t. p. (titres non <box>173 886 405 896</box>
